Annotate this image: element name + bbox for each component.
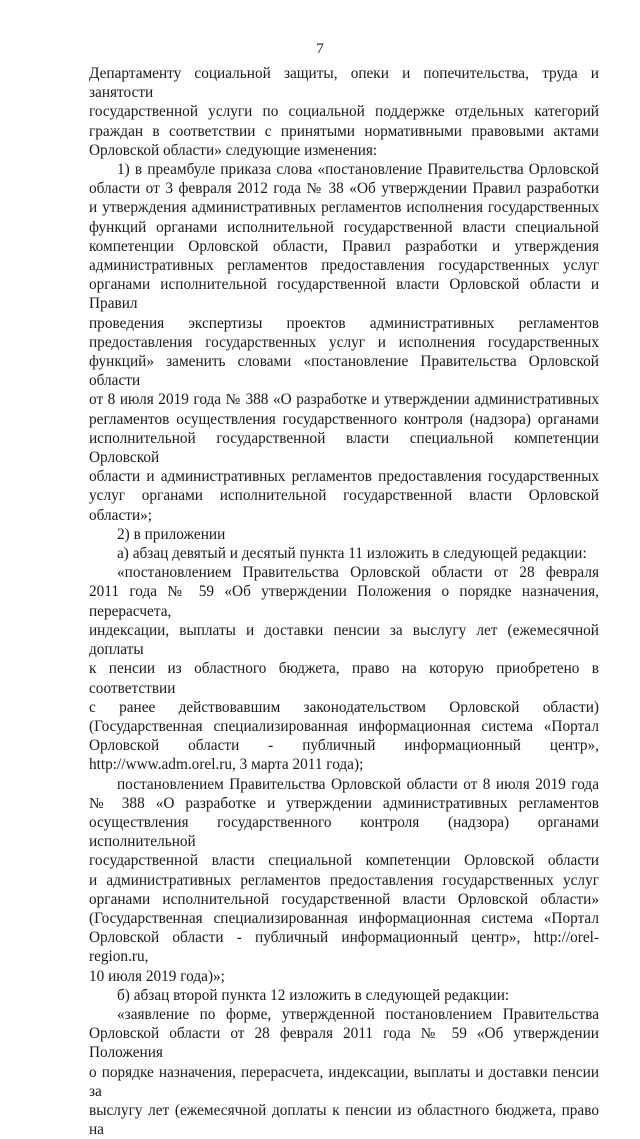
text-line: 2) в приложении xyxy=(117,525,226,543)
text-line: (Государственная специализированная информационная система «Портал xyxy=(89,717,599,735)
text-line: граждан в соответствии с принятыми нормативными правовыми актами xyxy=(89,122,599,140)
page-number: 7 xyxy=(316,41,324,57)
text-line: государственной услуги по социальной поддержке отдельных категорий xyxy=(89,103,599,121)
text-line: органами исполнительной государственной власти Орловской области и Правил xyxy=(89,276,599,313)
text-line: области от 3 февраля 2012 года № 38 «Об утверждении Правил разработки xyxy=(89,180,599,198)
text-line: индексации, выплаты и доставки пенсии за выслугу лет (ежемесячной доплаты xyxy=(89,621,599,659)
text-line: 10 июля 2019 года)»; xyxy=(89,967,225,985)
text-line: проведения экспертизы проектов административных регламентов xyxy=(89,314,599,332)
text-line: государственной власти специальной компетенции Орловской области xyxy=(89,852,599,870)
text-line: Орловской области - публичный информационный центр», http://orel-region.ru, xyxy=(89,929,599,966)
paragraph-quote-2 xyxy=(89,775,599,986)
text-line: исполнительной государственной власти специальной компетенции Орловской xyxy=(89,429,599,467)
text-line: б) абзац второй пункта 12 изложить в следующей редакции: xyxy=(117,986,510,1004)
text-line: от 8 июля 2019 года № 388 «О разработке и утверждении административных xyxy=(89,391,599,409)
text-line: № 388 «О разработке и утверждении административных регламентов xyxy=(89,794,599,812)
paragraph-subitem-a xyxy=(89,544,599,563)
paragraph-subitem-b xyxy=(89,986,599,1005)
text-line: услуг органами исполнительной государственной власти Орловской области»; xyxy=(89,487,599,524)
text-line: административных регламентов предоставления государственных услуг xyxy=(89,257,599,275)
paragraph-quote-3 xyxy=(89,1005,599,1139)
paragraph-item-1 xyxy=(89,160,599,525)
text-line: Орловской области - публичный информационный центр», xyxy=(89,737,599,755)
text-line: органами исполнительной государственной власти Орловской области» xyxy=(89,890,599,908)
text-line: и административных регламентов предоставления государственных услуг xyxy=(89,871,599,889)
text-line: http://www.adm.orel.ru, 3 марта 2011 года); xyxy=(89,756,364,774)
document-body xyxy=(89,64,599,1139)
text-line: постановлением Правительства Орловской области от 8 июля 2019 года xyxy=(117,775,599,793)
text-line: области и административных регламентов предоставления государственных xyxy=(89,468,599,486)
paragraph-item-2 xyxy=(89,525,599,544)
text-line: с ранее действовавшим законодательством Орловской области) xyxy=(89,698,599,716)
text-line: Орловской области» следующие изменения: xyxy=(89,141,378,159)
text-line: а) абзац девятый и десятый пункта 11 изложить в следующей редакции: xyxy=(117,545,587,563)
text-line: к пенсии из областного бюджета, право на которую приобретено в соответствии xyxy=(89,660,599,697)
text-line: компетенции Орловской области, Правил разработки и утверждения xyxy=(89,237,599,255)
text-line: функций» заменить словами «постановление Правительства Орловской области xyxy=(89,353,599,390)
text-line: «заявление по форме, утвержденной постановлением Правительства xyxy=(117,1005,599,1023)
text-line: функций органами исполнительной государственной власти специальной xyxy=(89,218,599,236)
text-line: выслугу лет (ежемесячной доплаты к пенсии из областного бюджета, право на xyxy=(89,1101,599,1139)
text-line: о порядке назначения, перерасчета, индексации, выплаты и доставки пенсии за xyxy=(89,1063,599,1100)
paragraph-quote-1 xyxy=(89,563,599,774)
text-line: регламентов осуществления государственного контроля (надзора) органами xyxy=(89,410,599,428)
text-line: Департаменту социальной защиты, опеки и попечительства, труда и занятости xyxy=(89,65,599,102)
text-line: осуществления государственного контроля (надзора) органами исполнительной xyxy=(89,813,599,851)
text-line: Орловской области от 28 февраля 2011 года № 59 «Об утверждении Положения xyxy=(89,1025,599,1062)
text-line: и утверждения административных регламентов исполнения государственных xyxy=(89,199,599,217)
paragraph-intro xyxy=(89,64,599,160)
text-line: 2011 года № 59 «Об утверждении Положения о порядке назначения, перерасчета, xyxy=(89,583,599,620)
text-line: 1) в преамбуле приказа слова «постановление Правительства Орловской xyxy=(117,161,599,179)
text-line: предоставления государственных услуг и исполнения государственных xyxy=(89,333,599,351)
text-line: (Государственная специализированная информационная система «Портал xyxy=(89,909,599,927)
text-line: «постановлением Правительства Орловской области от 28 февраля xyxy=(117,564,599,582)
